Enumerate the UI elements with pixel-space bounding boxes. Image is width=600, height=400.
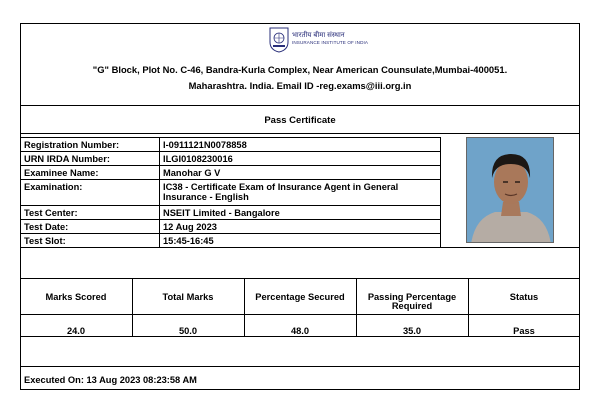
emblem-icon (269, 27, 289, 53)
test-center-value: NSEIT Limited - Bangalore (163, 208, 280, 218)
details-row-divider (20, 151, 440, 152)
details-column-divider (440, 137, 441, 247)
address-line-1: "G" Block, Plot No. C-46, Bandra-Kurla Complex, Near American Counsulate,Mumbai-400051. (92, 64, 508, 75)
details-row-divider (20, 233, 440, 234)
certificate-header (20, 23, 580, 106)
marks-header-top-line (20, 278, 580, 279)
status-header: Status (509, 292, 539, 302)
details-row-divider (20, 165, 440, 166)
logo-hindi-text: भारतीय बीमा संस्थान (292, 32, 345, 39)
passing-percentage-value: 35.0 (402, 326, 422, 336)
percentage-secured-value: 48.0 (290, 326, 310, 336)
registration-number-label: Registration Number: (24, 140, 120, 150)
certificate-title: Pass Certificate (20, 107, 580, 134)
status-value: Pass (513, 326, 535, 336)
details-column-divider (159, 137, 160, 247)
examinee-name-label: Examinee Name: (24, 168, 99, 178)
address-line-2: Maharashtra. India. Email ID -reg.exams@iii.org.in (188, 80, 412, 91)
urn-irda-number-label: URN IRDA Number: (24, 154, 110, 164)
examination-label: Examination: (24, 182, 83, 192)
test-slot-label: Test Slot: (24, 236, 66, 246)
examination-value-line2: Insurance - English (163, 192, 249, 202)
footer-divider (20, 366, 580, 367)
total-marks-header: Total Marks (162, 292, 214, 302)
percentage-secured-header: Percentage Secured (255, 292, 345, 302)
registration-number-value: I-0911121N0078858 (163, 140, 247, 150)
test-date-value: 12 Aug 2023 (163, 222, 217, 232)
passing-percentage-header-line1: Passing Percentage (367, 292, 457, 302)
details-row-divider (20, 137, 440, 138)
test-date-label: Test Date: (24, 222, 69, 232)
details-bottom-line (20, 247, 580, 248)
test-center-label: Test Center: (24, 208, 78, 218)
marks-scored-value: 24.0 (66, 326, 86, 336)
examinee-name-value: Manohar G V (163, 168, 221, 178)
marks-scored-header: Marks Scored (45, 292, 107, 302)
marks-values-bottom-line (20, 336, 580, 337)
urn-irda-number-value: ILGI0108230016 (163, 154, 233, 164)
examinee-photo-image (467, 138, 554, 243)
examination-value-line1: IC38 - Certificate Exam of Insurance Agent in General (163, 182, 399, 192)
insurance-institute-logo (269, 27, 368, 53)
details-row-divider (20, 219, 440, 220)
executed-on-text: Executed On: 13 Aug 2023 08:23:58 AM (24, 375, 197, 385)
total-marks-value: 50.0 (178, 326, 198, 336)
examinee-photo (466, 137, 554, 243)
details-row-divider (20, 179, 440, 180)
test-slot-value: 15:45-16:45 (163, 236, 214, 246)
passing-percentage-header-line2: Required (391, 301, 433, 311)
marks-header-bottom-line (20, 314, 580, 315)
details-row-divider (20, 205, 440, 206)
logo-english-text: INSURANCE INSTITUTE OF INDIA (292, 40, 369, 45)
